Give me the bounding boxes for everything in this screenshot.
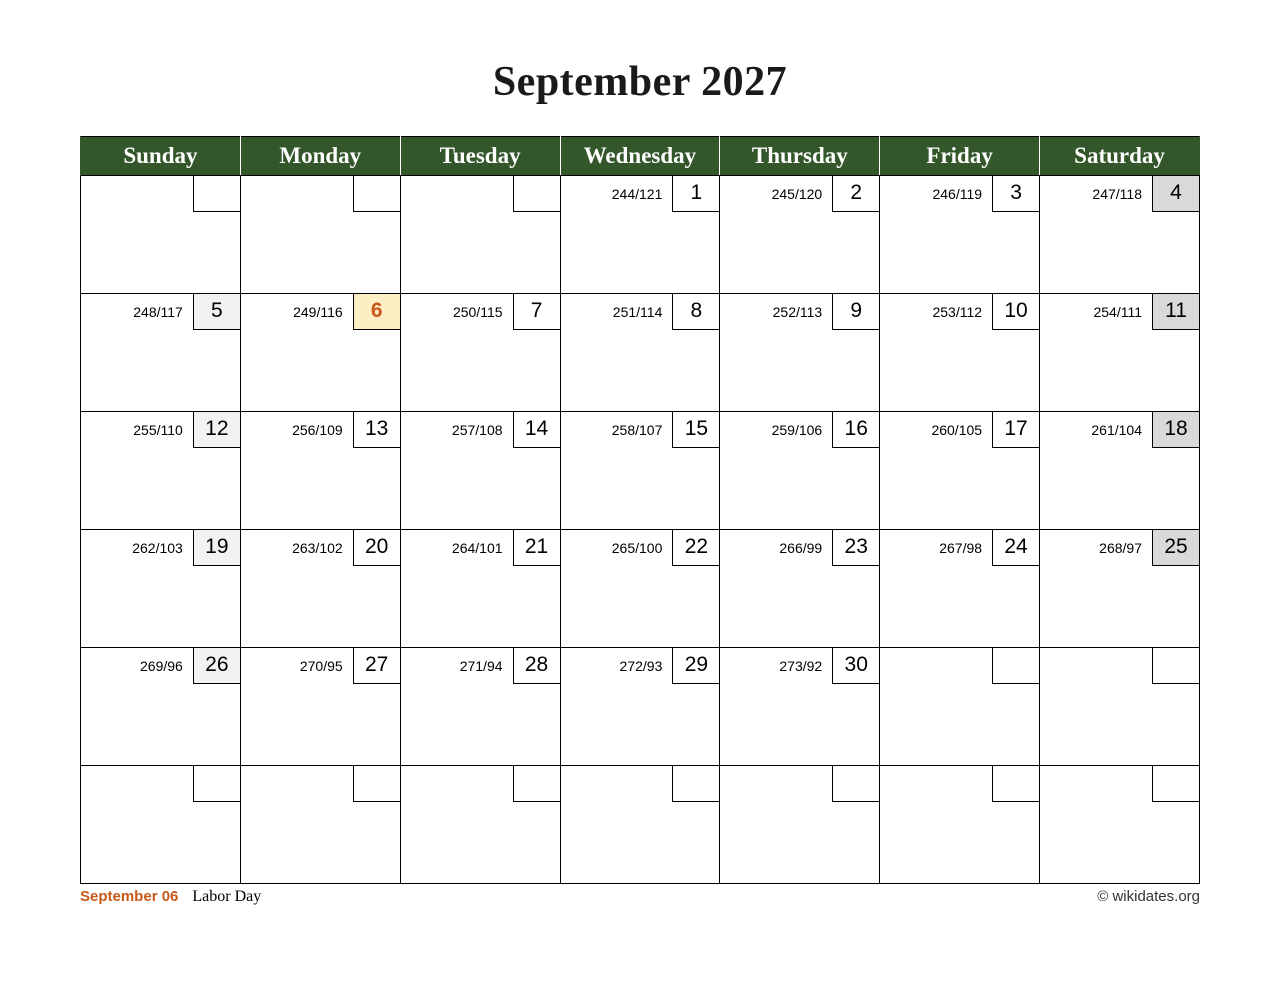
calendar-day-cell[interactable] [720,176,880,294]
calendar-empty-cell [720,766,880,884]
day-of-year-label: 249/116 [293,304,343,320]
day-cell-header [880,412,1039,448]
day-number[interactable]: 6 [353,293,401,330]
day-of-year-label [880,648,992,684]
day-cell-header [880,176,1039,212]
day-cell-header [1040,648,1199,684]
day-of-year-label: 273/92 [779,658,823,674]
day-of-year-label: 258/107 [611,422,663,438]
day-of-year-label: 260/105 [931,422,983,438]
calendar-day-cell[interactable] [720,530,880,648]
calendar-week-row [81,648,1200,766]
day-number[interactable]: 26 [193,647,241,684]
calendar-day-cell[interactable] [240,294,400,412]
day-number-placeholder [513,765,561,802]
calendar-day-cell[interactable] [560,530,720,648]
day-of-year-label: 272/93 [619,658,663,674]
day-number-placeholder [193,175,241,212]
day-number[interactable]: 2 [832,175,880,212]
day-cell-header [720,412,879,448]
day-of-year-label: 271/94 [459,658,503,674]
day-of-year-label [1040,648,1152,684]
day-cell-header [241,766,400,802]
day-number[interactable]: 28 [513,647,561,684]
day-of-year-label: 263/102 [292,540,343,556]
day-cell-header [401,412,560,448]
day-cell-header [1040,766,1199,802]
day-of-year-label: 253/112 [932,304,983,320]
calendar-empty-cell [560,766,720,884]
day-number[interactable]: 1 [672,175,720,212]
day-cell-header [720,648,879,684]
day-of-year-label: 259/106 [771,422,823,438]
day-of-year-label [81,176,193,212]
calendar-day-cell[interactable] [1040,294,1200,412]
day-of-year-label: 256/109 [292,422,343,438]
day-cell-header [81,766,240,802]
weekday-header-sunday: Sunday [81,137,241,176]
day-cell-header [401,176,560,212]
day-of-year-label: 245/120 [771,186,823,202]
weekday-header-saturday: Saturday [1040,137,1200,176]
day-cell-header [1040,176,1199,212]
calendar-container [80,136,1200,884]
day-of-year-label: 255/110 [133,422,183,438]
day-of-year-label [401,766,513,802]
calendar-day-cell[interactable] [560,412,720,530]
day-of-year-label: 270/95 [299,658,343,674]
day-number[interactable]: 14 [513,411,561,448]
day-number-placeholder [992,765,1040,802]
weekday-header-thursday: Thursday [720,137,880,176]
day-number[interactable]: 3 [992,175,1040,212]
calendar-empty-cell [880,648,1040,766]
calendar-day-cell[interactable] [560,294,720,412]
day-of-year-label: 267/98 [939,540,983,556]
calendar-day-cell[interactable] [1040,412,1200,530]
calendar-day-cell[interactable] [240,530,400,648]
page-title: September 2027 [492,59,788,105]
holiday-legend-item [80,888,261,906]
day-of-year-label [241,766,353,802]
calendar-day-cell[interactable] [880,294,1040,412]
calendar-empty-cell [240,176,400,294]
day-number[interactable]: 19 [193,529,241,566]
day-of-year-label: 244/121 [611,186,663,202]
day-cell-header [241,648,400,684]
day-number[interactable]: 4 [1152,175,1200,212]
day-number[interactable]: 5 [193,293,241,330]
calendar-day-cell[interactable] [560,648,720,766]
calendar-week-row [81,176,1200,294]
day-cell-header [561,294,720,330]
day-number[interactable]: 24 [992,529,1040,566]
calendar-empty-cell [1040,648,1200,766]
day-of-year-label: 257/108 [451,422,503,438]
day-number[interactable]: 29 [672,647,720,684]
calendar-empty-cell [81,766,241,884]
day-cell-header [561,412,720,448]
calendar-day-cell[interactable] [720,412,880,530]
day-of-year-label: 268/97 [1099,540,1142,556]
day-cell-header [81,530,240,566]
day-cell-header [880,766,1039,802]
day-cell-header [81,412,240,448]
day-cell-header [561,766,720,802]
day-number[interactable]: 27 [353,647,401,684]
day-cell-header [401,294,560,330]
day-number-placeholder [832,765,880,802]
day-number-placeholder [353,765,401,802]
calendar-day-cell[interactable] [1040,176,1200,294]
calendar-table [80,136,1200,884]
calendar-week-row [81,766,1200,884]
calendar-empty-cell [240,766,400,884]
day-number-placeholder [1152,647,1200,684]
calendar-day-cell[interactable] [1040,530,1200,648]
day-cell-header [401,766,560,802]
calendar-empty-cell [1040,766,1200,884]
day-cell-header [1040,294,1199,330]
holiday-legend-date: September 06 [80,888,179,905]
day-number[interactable]: 17 [992,411,1040,448]
day-cell-header [561,530,720,566]
day-cell-header [561,176,720,212]
day-cell-header [81,176,240,212]
day-of-year-label: 266/99 [779,540,823,556]
day-of-year-label: 261/104 [1091,422,1142,438]
day-number-placeholder [672,765,720,802]
calendar-day-cell[interactable] [81,412,241,530]
day-number-placeholder [1152,765,1200,802]
day-number[interactable]: 25 [1152,529,1200,566]
calendar-day-cell[interactable] [560,176,720,294]
day-of-year-label: 251/114 [612,304,663,320]
day-of-year-label [241,176,353,212]
day-cell-header [1040,412,1199,448]
calendar-day-cell[interactable] [880,530,1040,648]
day-number[interactable]: 20 [353,529,401,566]
day-number[interactable]: 12 [193,411,241,448]
day-cell-header [241,412,400,448]
calendar-day-cell[interactable] [81,294,241,412]
day-of-year-label: 269/96 [140,658,183,674]
site-credit: © wikidates.org [1097,888,1200,905]
calendar-empty-cell [880,766,1040,884]
calendar-empty-cell [400,766,560,884]
day-number[interactable]: 30 [832,647,880,684]
day-number-placeholder [353,175,401,212]
calendar-day-cell[interactable] [81,530,241,648]
day-of-year-label [720,766,832,802]
day-of-year-label: 252/113 [772,304,823,320]
weekday-header-tuesday: Tuesday [400,137,560,176]
day-number[interactable]: 8 [672,293,720,330]
weekday-header-friday: Friday [880,137,1040,176]
day-of-year-label: 248/117 [133,304,183,320]
day-cell-header [880,294,1039,330]
day-number[interactable]: 21 [513,529,561,566]
day-number[interactable]: 15 [672,411,720,448]
calendar-day-cell[interactable] [400,412,560,530]
day-number[interactable]: 7 [513,293,561,330]
day-cell-header [720,294,879,330]
day-number[interactable]: 23 [832,529,880,566]
day-number[interactable]: 11 [1152,293,1200,330]
calendar-footer [80,888,1200,906]
calendar-empty-cell [400,176,560,294]
day-number-placeholder [513,175,561,212]
weekday-header-row [81,137,1200,176]
calendar-week-row [81,412,1200,530]
day-of-year-label: 246/119 [932,186,983,202]
day-number-placeholder [193,765,241,802]
day-of-year-label [81,766,193,802]
day-cell-header [880,530,1039,566]
day-of-year-label [561,766,673,802]
day-of-year-label [401,176,513,212]
day-number[interactable]: 16 [832,411,880,448]
day-cell-header [880,648,1039,684]
day-of-year-label: 247/118 [1092,186,1142,202]
calendar-day-cell[interactable] [400,294,560,412]
day-of-year-label: 264/101 [451,540,503,556]
calendar-empty-cell [81,176,241,294]
calendar-day-cell[interactable] [81,648,241,766]
calendar-day-cell[interactable] [880,176,1040,294]
day-cell-header [720,530,879,566]
day-cell-header [720,176,879,212]
day-cell-header [241,294,400,330]
day-number[interactable]: 18 [1152,411,1200,448]
calendar-day-cell[interactable] [720,294,880,412]
calendar-day-cell[interactable] [400,530,560,648]
day-number-placeholder [992,647,1040,684]
day-cell-header [241,530,400,566]
day-number[interactable]: 13 [353,411,401,448]
day-cell-header [720,766,879,802]
day-of-year-label: 265/100 [611,540,663,556]
calendar-day-cell[interactable] [240,648,400,766]
day-cell-header [1040,530,1199,566]
calendar-day-cell[interactable] [880,412,1040,530]
day-of-year-label [880,766,992,802]
day-cell-header [81,294,240,330]
weekday-header-monday: Monday [240,137,400,176]
calendar-day-cell[interactable] [240,412,400,530]
calendar-body [81,176,1200,884]
day-cell-header [241,176,400,212]
day-number[interactable]: 10 [992,293,1040,330]
day-of-year-label [1040,766,1152,802]
calendar-day-cell[interactable] [720,648,880,766]
weekday-header-wednesday: Wednesday [560,137,720,176]
day-cell-header [81,648,240,684]
day-cell-header [401,648,560,684]
day-of-year-label: 250/115 [452,304,503,320]
day-of-year-label: 262/103 [132,540,183,556]
calendar-day-cell[interactable] [400,648,560,766]
day-cell-header [401,530,560,566]
day-number[interactable]: 9 [832,293,880,330]
day-number[interactable]: 22 [672,529,720,566]
calendar-week-row [81,530,1200,648]
day-cell-header [561,648,720,684]
holiday-legend-name: Labor Day [192,888,262,905]
day-of-year-label: 254/111 [1093,304,1142,320]
calendar-week-row [81,294,1200,412]
